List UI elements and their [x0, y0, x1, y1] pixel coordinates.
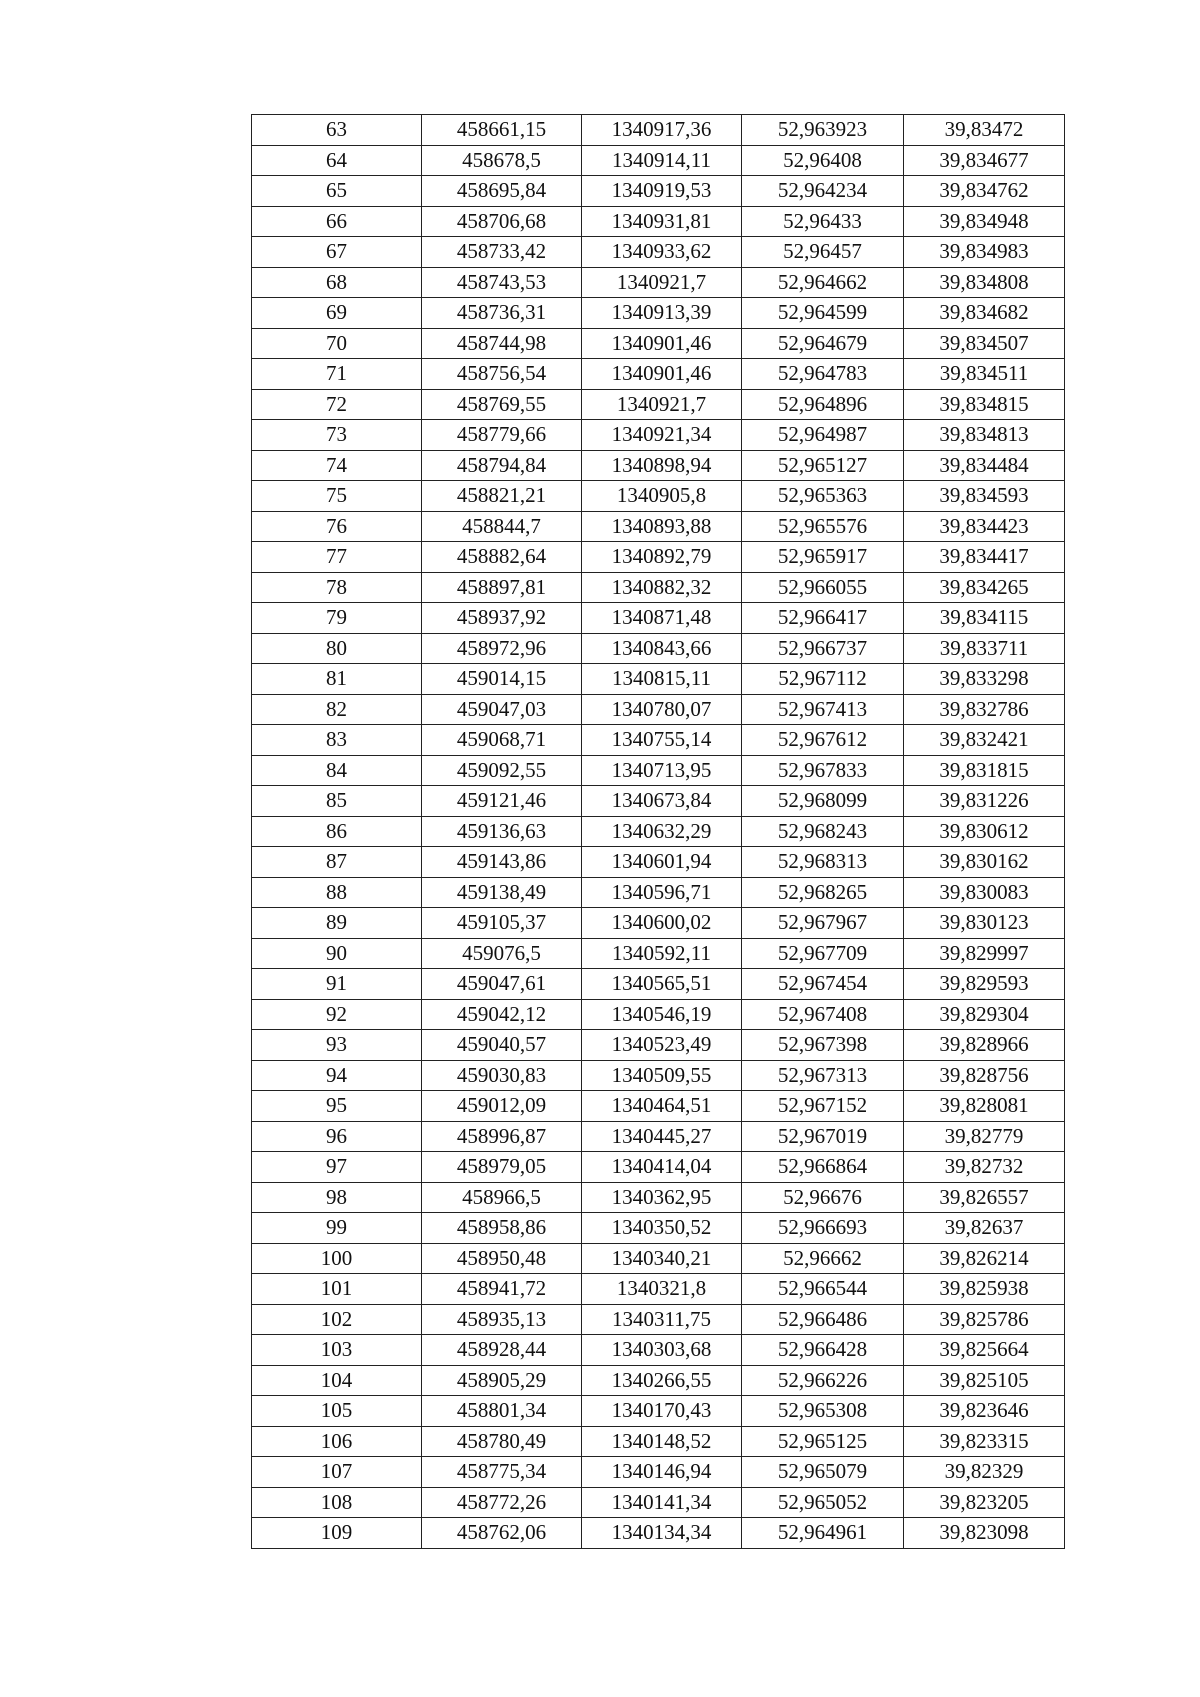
- y-coordinate-cell: 1340871,48: [582, 603, 742, 634]
- coordinates-table: [251, 114, 1065, 1549]
- longitude-cell: 39,834815: [904, 389, 1065, 420]
- longitude-cell: 39,823646: [904, 1396, 1065, 1427]
- longitude-cell: 39,825105: [904, 1365, 1065, 1396]
- x-coordinate-cell: 458706,68: [422, 206, 582, 237]
- table-row: [252, 267, 1065, 298]
- y-coordinate-cell: 1340917,36: [582, 115, 742, 146]
- longitude-cell: 39,833711: [904, 633, 1065, 664]
- latitude-cell: 52,965308: [742, 1396, 904, 1427]
- longitude-cell: 39,825938: [904, 1274, 1065, 1305]
- point-number-cell: 104: [252, 1365, 422, 1396]
- longitude-cell: 39,826557: [904, 1182, 1065, 1213]
- latitude-cell: 52,967019: [742, 1121, 904, 1152]
- point-number-cell: 77: [252, 542, 422, 573]
- x-coordinate-cell: 458844,7: [422, 511, 582, 542]
- table-row: [252, 145, 1065, 176]
- point-number-cell: 103: [252, 1335, 422, 1366]
- latitude-cell: 52,968313: [742, 847, 904, 878]
- point-number-cell: 108: [252, 1487, 422, 1518]
- point-number-cell: 78: [252, 572, 422, 603]
- x-coordinate-cell: 458958,86: [422, 1213, 582, 1244]
- x-coordinate-cell: 459030,83: [422, 1060, 582, 1091]
- longitude-cell: 39,833298: [904, 664, 1065, 695]
- y-coordinate-cell: 1340464,51: [582, 1091, 742, 1122]
- latitude-cell: 52,964896: [742, 389, 904, 420]
- table-row: [252, 481, 1065, 512]
- y-coordinate-cell: 1340892,79: [582, 542, 742, 573]
- x-coordinate-cell: 458794,84: [422, 450, 582, 481]
- longitude-cell: 39,834813: [904, 420, 1065, 451]
- point-number-cell: 92: [252, 999, 422, 1030]
- x-coordinate-cell: 459138,49: [422, 877, 582, 908]
- x-coordinate-cell: 459012,09: [422, 1091, 582, 1122]
- x-coordinate-cell: 458972,96: [422, 633, 582, 664]
- point-number-cell: 69: [252, 298, 422, 329]
- longitude-cell: 39,832786: [904, 694, 1065, 725]
- x-coordinate-cell: 458744,98: [422, 328, 582, 359]
- y-coordinate-cell: 1340340,21: [582, 1243, 742, 1274]
- longitude-cell: 39,830123: [904, 908, 1065, 939]
- point-number-cell: 98: [252, 1182, 422, 1213]
- point-number-cell: 74: [252, 450, 422, 481]
- longitude-cell: 39,823315: [904, 1426, 1065, 1457]
- latitude-cell: 52,968265: [742, 877, 904, 908]
- point-number-cell: 95: [252, 1091, 422, 1122]
- point-number-cell: 72: [252, 389, 422, 420]
- point-number-cell: 67: [252, 237, 422, 268]
- table-row: [252, 755, 1065, 786]
- table-row: [252, 694, 1065, 725]
- table-row: [252, 420, 1065, 451]
- point-number-cell: 75: [252, 481, 422, 512]
- latitude-cell: 52,966428: [742, 1335, 904, 1366]
- table-row: [252, 1182, 1065, 1213]
- x-coordinate-cell: 459076,5: [422, 938, 582, 969]
- table-row: [252, 1335, 1065, 1366]
- x-coordinate-cell: 458678,5: [422, 145, 582, 176]
- latitude-cell: 52,964679: [742, 328, 904, 359]
- longitude-cell: 39,829304: [904, 999, 1065, 1030]
- latitude-cell: 52,967313: [742, 1060, 904, 1091]
- latitude-cell: 52,966864: [742, 1152, 904, 1183]
- x-coordinate-cell: 459014,15: [422, 664, 582, 695]
- latitude-cell: 52,96433: [742, 206, 904, 237]
- x-coordinate-cell: 458762,06: [422, 1518, 582, 1549]
- point-number-cell: 66: [252, 206, 422, 237]
- y-coordinate-cell: 1340170,43: [582, 1396, 742, 1427]
- x-coordinate-cell: 459068,71: [422, 725, 582, 756]
- latitude-cell: 52,964783: [742, 359, 904, 390]
- latitude-cell: 52,966226: [742, 1365, 904, 1396]
- latitude-cell: 52,967612: [742, 725, 904, 756]
- longitude-cell: 39,830083: [904, 877, 1065, 908]
- y-coordinate-cell: 1340931,81: [582, 206, 742, 237]
- x-coordinate-cell: 459042,12: [422, 999, 582, 1030]
- latitude-cell: 52,965052: [742, 1487, 904, 1518]
- y-coordinate-cell: 1340445,27: [582, 1121, 742, 1152]
- latitude-cell: 52,965079: [742, 1457, 904, 1488]
- table-row: [252, 1213, 1065, 1244]
- latitude-cell: 52,966486: [742, 1304, 904, 1335]
- table-row: [252, 115, 1065, 146]
- y-coordinate-cell: 1340311,75: [582, 1304, 742, 1335]
- y-coordinate-cell: 1340882,32: [582, 572, 742, 603]
- longitude-cell: 39,831226: [904, 786, 1065, 817]
- table-row: [252, 450, 1065, 481]
- y-coordinate-cell: 1340898,94: [582, 450, 742, 481]
- x-coordinate-cell: 458821,21: [422, 481, 582, 512]
- y-coordinate-cell: 1340921,7: [582, 389, 742, 420]
- longitude-cell: 39,834682: [904, 298, 1065, 329]
- x-coordinate-cell: 458695,84: [422, 176, 582, 207]
- table-row: [252, 877, 1065, 908]
- point-number-cell: 99: [252, 1213, 422, 1244]
- point-number-cell: 107: [252, 1457, 422, 1488]
- y-coordinate-cell: 1340933,62: [582, 237, 742, 268]
- table-row: [252, 1030, 1065, 1061]
- longitude-cell: 39,828081: [904, 1091, 1065, 1122]
- point-number-cell: 70: [252, 328, 422, 359]
- y-coordinate-cell: 1340596,71: [582, 877, 742, 908]
- longitude-cell: 39,828966: [904, 1030, 1065, 1061]
- y-coordinate-cell: 1340921,34: [582, 420, 742, 451]
- table-row: [252, 237, 1065, 268]
- y-coordinate-cell: 1340601,94: [582, 847, 742, 878]
- longitude-cell: 39,834762: [904, 176, 1065, 207]
- y-coordinate-cell: 1340893,88: [582, 511, 742, 542]
- latitude-cell: 52,966693: [742, 1213, 904, 1244]
- table-row: [252, 1487, 1065, 1518]
- x-coordinate-cell: 458941,72: [422, 1274, 582, 1305]
- table-row: [252, 542, 1065, 573]
- point-number-cell: 96: [252, 1121, 422, 1152]
- y-coordinate-cell: 1340780,07: [582, 694, 742, 725]
- latitude-cell: 52,967833: [742, 755, 904, 786]
- latitude-cell: 52,964961: [742, 1518, 904, 1549]
- x-coordinate-cell: 459136,63: [422, 816, 582, 847]
- x-coordinate-cell: 458769,55: [422, 389, 582, 420]
- latitude-cell: 52,965576: [742, 511, 904, 542]
- table-row: [252, 1060, 1065, 1091]
- latitude-cell: 52,96662: [742, 1243, 904, 1274]
- x-coordinate-cell: 458743,53: [422, 267, 582, 298]
- x-coordinate-cell: 458937,92: [422, 603, 582, 634]
- latitude-cell: 52,96676: [742, 1182, 904, 1213]
- y-coordinate-cell: 1340146,94: [582, 1457, 742, 1488]
- y-coordinate-cell: 1340321,8: [582, 1274, 742, 1305]
- point-number-cell: 81: [252, 664, 422, 695]
- latitude-cell: 52,966055: [742, 572, 904, 603]
- point-number-cell: 89: [252, 908, 422, 939]
- latitude-cell: 52,967967: [742, 908, 904, 939]
- point-number-cell: 86: [252, 816, 422, 847]
- point-number-cell: 97: [252, 1152, 422, 1183]
- y-coordinate-cell: 1340362,95: [582, 1182, 742, 1213]
- x-coordinate-cell: 458733,42: [422, 237, 582, 268]
- point-number-cell: 80: [252, 633, 422, 664]
- table-row: [252, 572, 1065, 603]
- latitude-cell: 52,96408: [742, 145, 904, 176]
- table-row: [252, 1152, 1065, 1183]
- longitude-cell: 39,834423: [904, 511, 1065, 542]
- point-number-cell: 76: [252, 511, 422, 542]
- table-row: [252, 1457, 1065, 1488]
- longitude-cell: 39,831815: [904, 755, 1065, 786]
- latitude-cell: 52,967454: [742, 969, 904, 1000]
- x-coordinate-cell: 458905,29: [422, 1365, 582, 1396]
- table-row: [252, 969, 1065, 1000]
- y-coordinate-cell: 1340600,02: [582, 908, 742, 939]
- longitude-cell: 39,834948: [904, 206, 1065, 237]
- table-row: [252, 816, 1065, 847]
- y-coordinate-cell: 1340755,14: [582, 725, 742, 756]
- latitude-cell: 52,963923: [742, 115, 904, 146]
- latitude-cell: 52,967709: [742, 938, 904, 969]
- y-coordinate-cell: 1340509,55: [582, 1060, 742, 1091]
- latitude-cell: 52,964987: [742, 420, 904, 451]
- table-row: [252, 786, 1065, 817]
- latitude-cell: 52,966544: [742, 1274, 904, 1305]
- y-coordinate-cell: 1340914,11: [582, 145, 742, 176]
- latitude-cell: 52,965127: [742, 450, 904, 481]
- table-row: [252, 1396, 1065, 1427]
- y-coordinate-cell: 1340141,34: [582, 1487, 742, 1518]
- table-row: [252, 1274, 1065, 1305]
- table-row: [252, 1243, 1065, 1274]
- y-coordinate-cell: 1340546,19: [582, 999, 742, 1030]
- x-coordinate-cell: 458779,66: [422, 420, 582, 451]
- table-row: [252, 1426, 1065, 1457]
- longitude-cell: 39,829593: [904, 969, 1065, 1000]
- x-coordinate-cell: 458661,15: [422, 115, 582, 146]
- latitude-cell: 52,967413: [742, 694, 904, 725]
- longitude-cell: 39,834511: [904, 359, 1065, 390]
- table-row: [252, 389, 1065, 420]
- point-number-cell: 106: [252, 1426, 422, 1457]
- table-row: [252, 359, 1065, 390]
- longitude-cell: 39,830162: [904, 847, 1065, 878]
- y-coordinate-cell: 1340913,39: [582, 298, 742, 329]
- x-coordinate-cell: 458780,49: [422, 1426, 582, 1457]
- latitude-cell: 52,966417: [742, 603, 904, 634]
- point-number-cell: 68: [252, 267, 422, 298]
- point-number-cell: 101: [252, 1274, 422, 1305]
- y-coordinate-cell: 1340523,49: [582, 1030, 742, 1061]
- point-number-cell: 71: [252, 359, 422, 390]
- x-coordinate-cell: 459047,61: [422, 969, 582, 1000]
- table-row: [252, 511, 1065, 542]
- x-coordinate-cell: 458775,34: [422, 1457, 582, 1488]
- latitude-cell: 52,968099: [742, 786, 904, 817]
- point-number-cell: 94: [252, 1060, 422, 1091]
- longitude-cell: 39,823098: [904, 1518, 1065, 1549]
- x-coordinate-cell: 458736,31: [422, 298, 582, 329]
- y-coordinate-cell: 1340148,52: [582, 1426, 742, 1457]
- point-number-cell: 79: [252, 603, 422, 634]
- longitude-cell: 39,825786: [904, 1304, 1065, 1335]
- latitude-cell: 52,967408: [742, 999, 904, 1030]
- x-coordinate-cell: 458897,81: [422, 572, 582, 603]
- longitude-cell: 39,829997: [904, 938, 1065, 969]
- point-number-cell: 65: [252, 176, 422, 207]
- x-coordinate-cell: 459121,46: [422, 786, 582, 817]
- longitude-cell: 39,82779: [904, 1121, 1065, 1152]
- x-coordinate-cell: 458979,05: [422, 1152, 582, 1183]
- latitude-cell: 52,965917: [742, 542, 904, 573]
- latitude-cell: 52,966737: [742, 633, 904, 664]
- y-coordinate-cell: 1340843,66: [582, 633, 742, 664]
- y-coordinate-cell: 1340266,55: [582, 1365, 742, 1396]
- table-row: [252, 633, 1065, 664]
- longitude-cell: 39,834417: [904, 542, 1065, 573]
- latitude-cell: 52,968243: [742, 816, 904, 847]
- y-coordinate-cell: 1340632,29: [582, 816, 742, 847]
- table-row: [252, 298, 1065, 329]
- table-row: [252, 999, 1065, 1030]
- latitude-cell: 52,967398: [742, 1030, 904, 1061]
- x-coordinate-cell: 458801,34: [422, 1396, 582, 1427]
- y-coordinate-cell: 1340134,34: [582, 1518, 742, 1549]
- latitude-cell: 52,967152: [742, 1091, 904, 1122]
- point-number-cell: 100: [252, 1243, 422, 1274]
- x-coordinate-cell: 458756,54: [422, 359, 582, 390]
- longitude-cell: 39,834983: [904, 237, 1065, 268]
- x-coordinate-cell: 459105,37: [422, 908, 582, 939]
- x-coordinate-cell: 458928,44: [422, 1335, 582, 1366]
- latitude-cell: 52,967112: [742, 664, 904, 695]
- latitude-cell: 52,964662: [742, 267, 904, 298]
- longitude-cell: 39,834808: [904, 267, 1065, 298]
- x-coordinate-cell: 458772,26: [422, 1487, 582, 1518]
- point-number-cell: 90: [252, 938, 422, 969]
- point-number-cell: 83: [252, 725, 422, 756]
- point-number-cell: 64: [252, 145, 422, 176]
- x-coordinate-cell: 458950,48: [422, 1243, 582, 1274]
- point-number-cell: 109: [252, 1518, 422, 1549]
- table-row: [252, 1365, 1065, 1396]
- x-coordinate-cell: 459143,86: [422, 847, 582, 878]
- longitude-cell: 39,834115: [904, 603, 1065, 634]
- table-row: [252, 1091, 1065, 1122]
- y-coordinate-cell: 1340565,51: [582, 969, 742, 1000]
- longitude-cell: 39,82732: [904, 1152, 1065, 1183]
- longitude-cell: 39,82637: [904, 1213, 1065, 1244]
- longitude-cell: 39,834484: [904, 450, 1065, 481]
- table-row: [252, 908, 1065, 939]
- longitude-cell: 39,834677: [904, 145, 1065, 176]
- longitude-cell: 39,832421: [904, 725, 1065, 756]
- point-number-cell: 85: [252, 786, 422, 817]
- latitude-cell: 52,964599: [742, 298, 904, 329]
- point-number-cell: 102: [252, 1304, 422, 1335]
- point-number-cell: 87: [252, 847, 422, 878]
- point-number-cell: 91: [252, 969, 422, 1000]
- y-coordinate-cell: 1340414,04: [582, 1152, 742, 1183]
- y-coordinate-cell: 1340673,84: [582, 786, 742, 817]
- table-row: [252, 176, 1065, 207]
- table-row: [252, 1121, 1065, 1152]
- y-coordinate-cell: 1340905,8: [582, 481, 742, 512]
- table-row: [252, 1304, 1065, 1335]
- longitude-cell: 39,825664: [904, 1335, 1065, 1366]
- longitude-cell: 39,834507: [904, 328, 1065, 359]
- longitude-cell: 39,826214: [904, 1243, 1065, 1274]
- y-coordinate-cell: 1340901,46: [582, 359, 742, 390]
- y-coordinate-cell: 1340303,68: [582, 1335, 742, 1366]
- table-row: [252, 603, 1065, 634]
- table-row: [252, 938, 1065, 969]
- table-row: [252, 725, 1065, 756]
- longitude-cell: 39,830612: [904, 816, 1065, 847]
- x-coordinate-cell: 459047,03: [422, 694, 582, 725]
- point-number-cell: 73: [252, 420, 422, 451]
- x-coordinate-cell: 459092,55: [422, 755, 582, 786]
- point-number-cell: 63: [252, 115, 422, 146]
- latitude-cell: 52,96457: [742, 237, 904, 268]
- longitude-cell: 39,823205: [904, 1487, 1065, 1518]
- longitude-cell: 39,82329: [904, 1457, 1065, 1488]
- y-coordinate-cell: 1340713,95: [582, 755, 742, 786]
- table-row: [252, 206, 1065, 237]
- latitude-cell: 52,964234: [742, 176, 904, 207]
- x-coordinate-cell: 458966,5: [422, 1182, 582, 1213]
- latitude-cell: 52,965125: [742, 1426, 904, 1457]
- table-row: [252, 328, 1065, 359]
- longitude-cell: 39,83472: [904, 115, 1065, 146]
- latitude-cell: 52,965363: [742, 481, 904, 512]
- y-coordinate-cell: 1340592,11: [582, 938, 742, 969]
- longitude-cell: 39,834593: [904, 481, 1065, 512]
- table-row: [252, 847, 1065, 878]
- point-number-cell: 82: [252, 694, 422, 725]
- longitude-cell: 39,834265: [904, 572, 1065, 603]
- longitude-cell: 39,828756: [904, 1060, 1065, 1091]
- x-coordinate-cell: 459040,57: [422, 1030, 582, 1061]
- y-coordinate-cell: 1340901,46: [582, 328, 742, 359]
- table-row: [252, 1518, 1065, 1549]
- x-coordinate-cell: 458935,13: [422, 1304, 582, 1335]
- point-number-cell: 84: [252, 755, 422, 786]
- y-coordinate-cell: 1340350,52: [582, 1213, 742, 1244]
- point-number-cell: 105: [252, 1396, 422, 1427]
- y-coordinate-cell: 1340815,11: [582, 664, 742, 695]
- coordinates-table-body: [252, 115, 1065, 1549]
- point-number-cell: 88: [252, 877, 422, 908]
- point-number-cell: 93: [252, 1030, 422, 1061]
- x-coordinate-cell: 458882,64: [422, 542, 582, 573]
- y-coordinate-cell: 1340919,53: [582, 176, 742, 207]
- table-row: [252, 664, 1065, 695]
- y-coordinate-cell: 1340921,7: [582, 267, 742, 298]
- x-coordinate-cell: 458996,87: [422, 1121, 582, 1152]
